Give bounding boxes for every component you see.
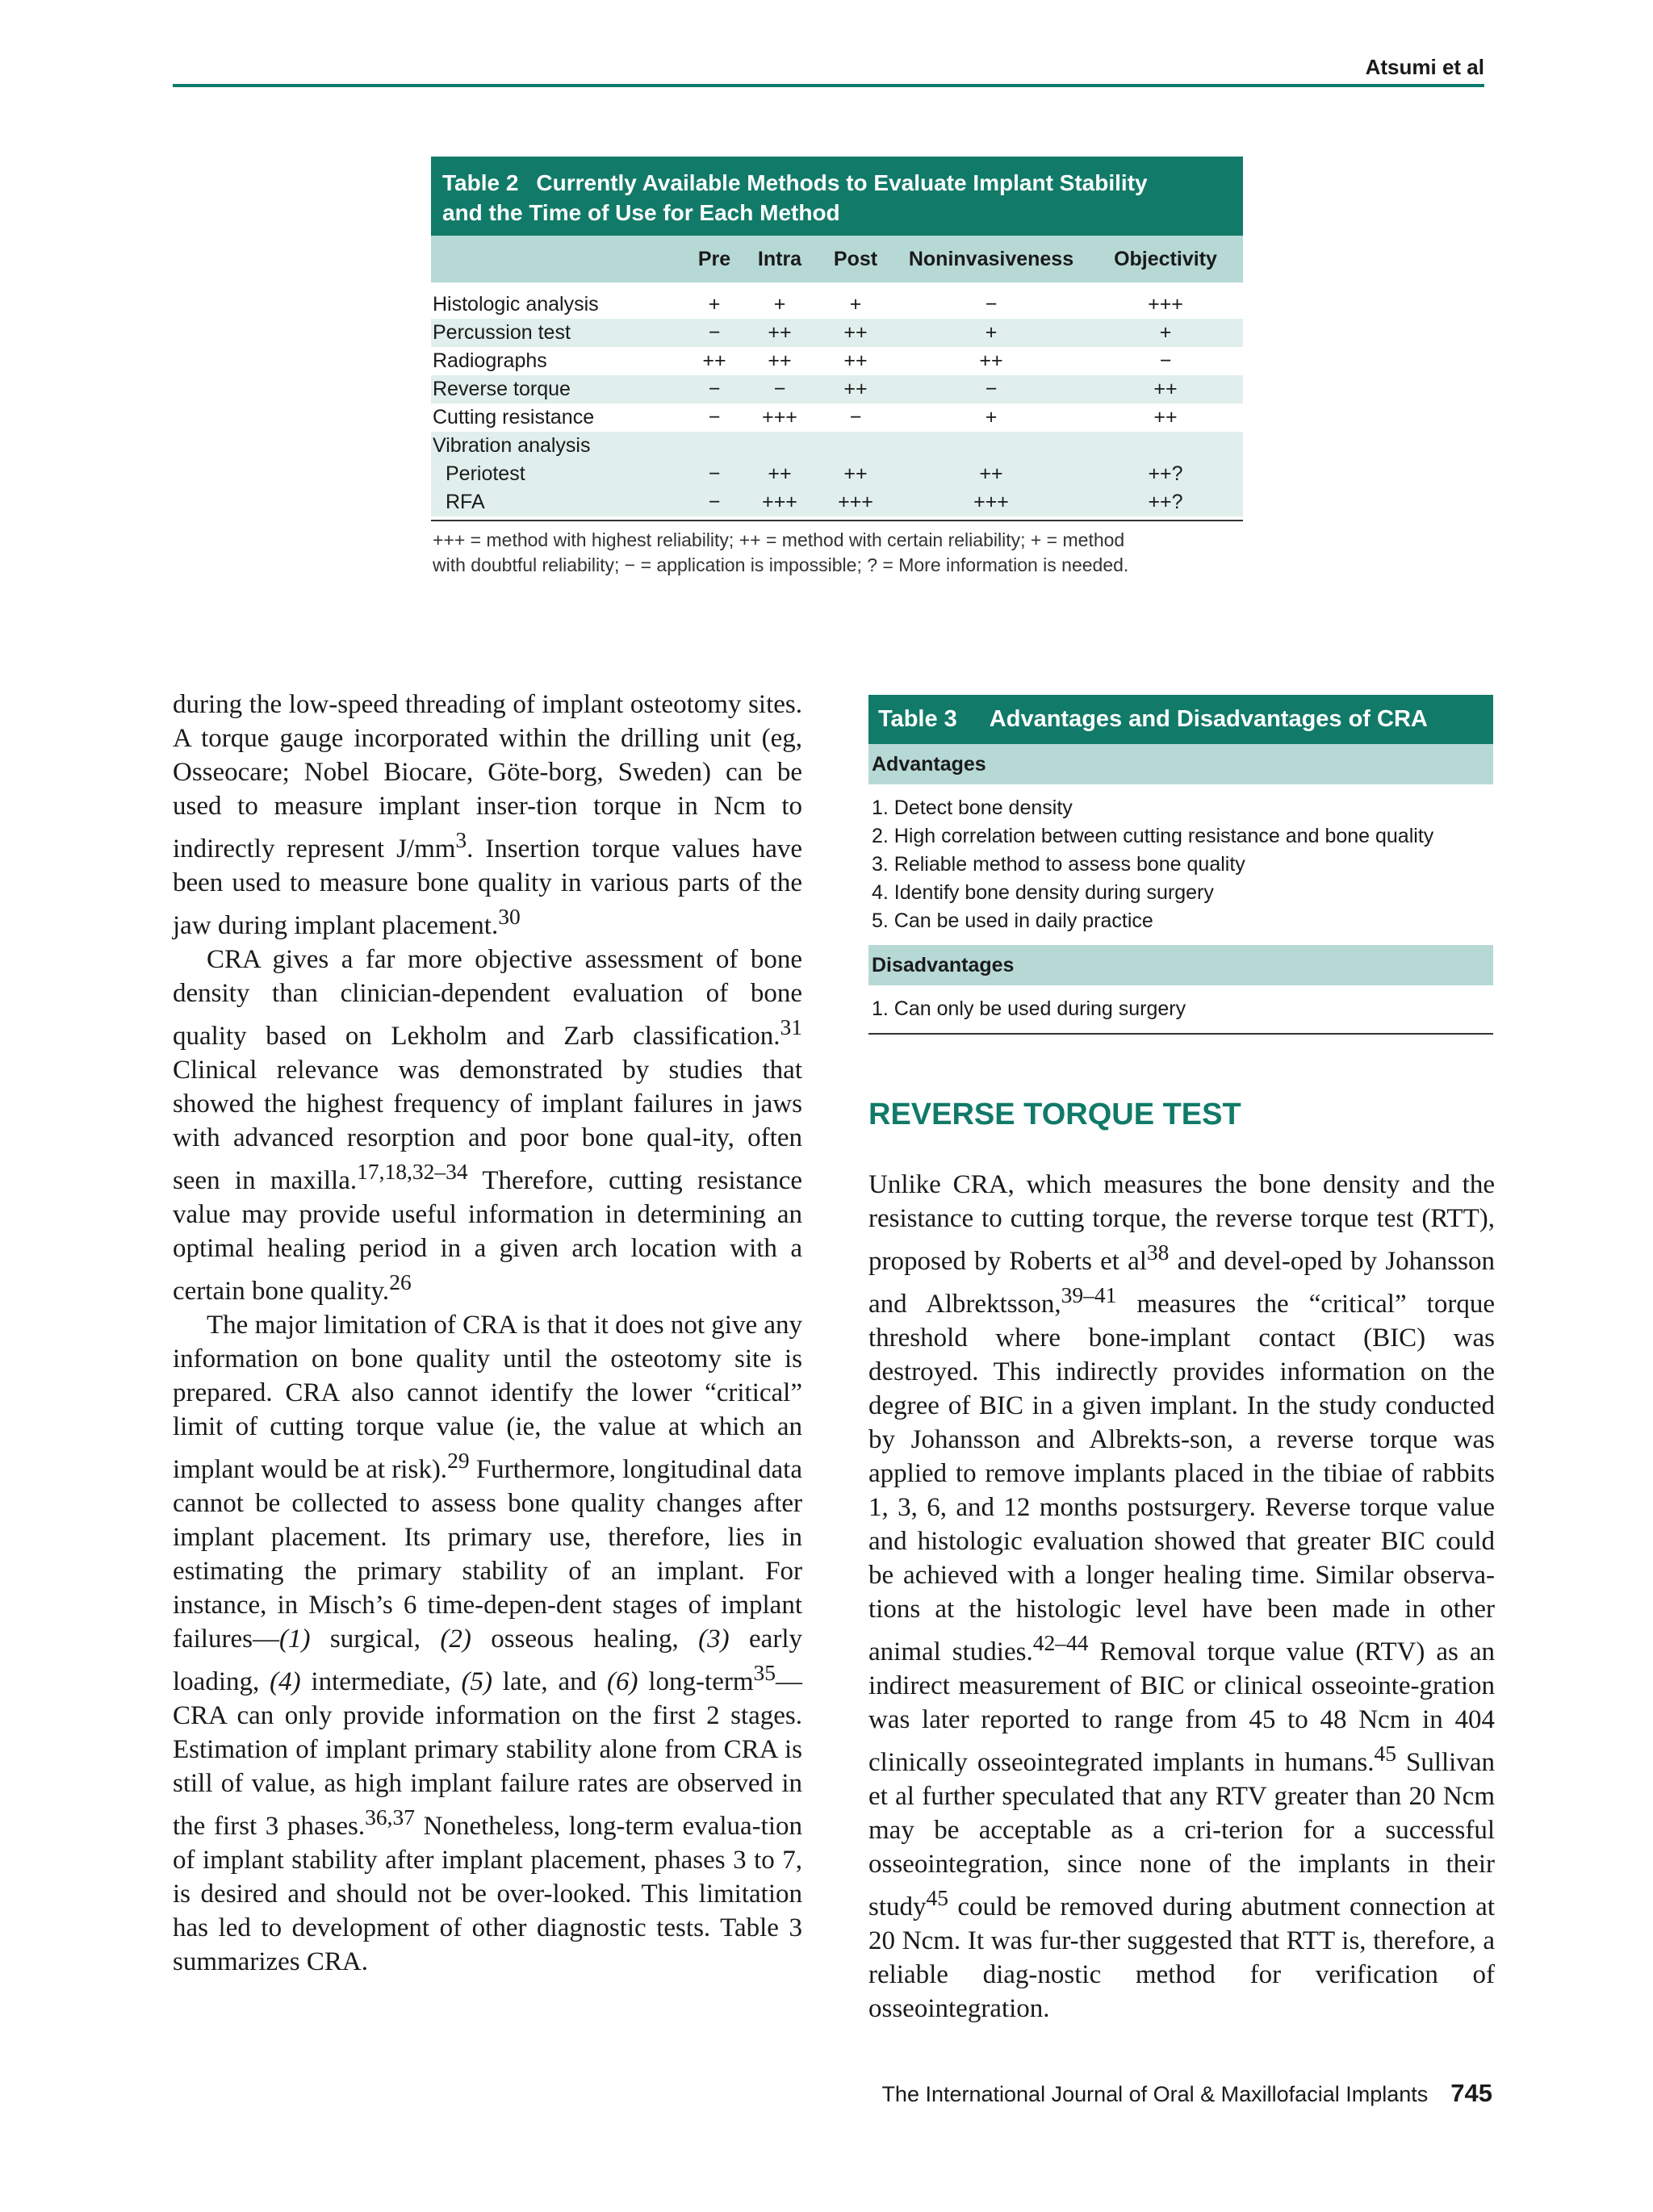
right-paragraph-1: Unlike CRA, which measures the bone density and the resistance to cutting torque, the reverse torque test (RTT), proposed by Roberts et $al^{38}$ and devel-oped by Johansson and Albrektsson,$^{39-41}$ measures the “critical” torque threshold where bone-implant contact (BIC) was destroyed. This indirectly provides information on the degree of BIC in a given implant. In the study conducted by Johansson and Albrekts-son, a reverse torque was applied to remove implants placed in the tibiae of rabbits 1, 3, 6, and 12 months postsurgery. Reverse torque value and histologic evaluation showed that greater BIC could be achieved with a longer healing time. Similar observa-tions at the histologic level have been made in other animal studies.$^{42-44}$ Removal torque value (RTV) as an indirect measurement of BIC or clinical osseointe-gration was later reported to range from 45 to 48 Ncm in 404 clinically osseointegrated implants in humans.$^{45}$ Sullivan et al further speculated that any RTV greater than 20 Ncm may be acceptable as a cri-terion for a successful osseointegration, since none of the implants in their study$^{45}$ could be removed during abutment connection at 20 Ncm. It was fur-ther suggested that RTT is, therefore, a reliable diag-nostic method for verification of osseointegration. [868, 1170, 1495, 2023]
cell-noninvasiveness: + [985, 406, 998, 429]
right-column [868, 1168, 1495, 2026]
cell-intra: + [773, 293, 786, 316]
table-2-number: Table 2 [442, 170, 519, 195]
cell-noninvasiveness: ++ [979, 349, 1003, 372]
advantage-item: 5. Can be used in daily practice [872, 909, 1153, 932]
row-label: Cutting resistance [433, 406, 595, 429]
cell-intra: ++ [768, 462, 792, 485]
disadvantages-heading: Disadvantages [868, 945, 1493, 985]
cell-post: ++ [843, 462, 868, 485]
table-row [431, 319, 1243, 347]
advantages-heading: Advantages [868, 744, 1493, 784]
cell-pre: − [708, 321, 721, 344]
col-header-pre: Pre [697, 247, 731, 270]
cell-objectivity: ++ [1153, 378, 1178, 400]
cell-post: ++ [843, 321, 868, 344]
cell-noninvasiveness: + [985, 321, 998, 344]
cell-intra: +++ [762, 406, 797, 429]
cell-pre: − [708, 378, 721, 400]
cell-post: − [849, 406, 862, 429]
cell-pre: + [708, 293, 721, 316]
table-2-title-line2: and the Time of Use for Each Method [442, 200, 840, 225]
cell-post: ++ [843, 349, 868, 372]
row-label: Percussion test [433, 321, 571, 344]
cell-post: +++ [838, 491, 873, 513]
cell-post: ++ [843, 378, 868, 400]
journal-name: The International Journal of Oral & Maxillofacial Implants [881, 2082, 1429, 2106]
table-2-footnote-line1: +++ = method with highest reliability; ++ = method with certain reliability; + = method [433, 529, 1125, 550]
table-2-title-line1: Currently Available Methods to Evaluate Implant Stability [536, 170, 1148, 195]
cell-noninvasiveness: − [985, 293, 998, 316]
table-3-bottom-rule [868, 1033, 1493, 1035]
cell-intra: − [773, 378, 786, 400]
cell-noninvasiveness: − [985, 378, 998, 400]
cell-pre: − [708, 462, 721, 485]
table-row [431, 347, 1243, 375]
row-label: RFA [446, 491, 485, 513]
table-3-number: Table 3 [878, 706, 957, 732]
advantage-item: 1. Detect bone density [872, 797, 1073, 819]
table-2-body [431, 291, 1243, 516]
cell-noninvasiveness: ++ [979, 462, 1003, 485]
table-3-title [868, 695, 1493, 744]
col-header-intra: Intra [757, 247, 802, 270]
col-header-objectivity: Objectivity [1114, 247, 1217, 270]
table-2-header-row [431, 236, 1243, 282]
row-label: Periotest [446, 462, 525, 485]
row-label: Reverse torque [433, 378, 571, 400]
row-label: Radiographs [433, 349, 547, 372]
disadvantage-item: 1. Can only be used during surgery [872, 997, 1186, 1020]
cell-objectivity: − [1159, 349, 1172, 372]
table-2 [431, 157, 1243, 578]
page-footer [807, 2079, 1492, 2108]
cell-intra: ++ [768, 349, 792, 372]
header-rule [173, 84, 1484, 87]
table-row [431, 291, 1243, 319]
table-row [431, 404, 1243, 432]
cell-pre: − [708, 406, 721, 429]
cell-objectivity: ++ [1153, 406, 1178, 429]
cell-pre: − [708, 491, 721, 513]
table-row [431, 488, 1243, 516]
cell-objectivity: ++? [1148, 491, 1183, 513]
cell-intra: ++ [768, 321, 792, 344]
cell-intra: +++ [762, 491, 797, 513]
advantages-list [868, 784, 1493, 945]
cell-pre: ++ [702, 349, 726, 372]
table-2-footnote-line2: with doubtful reliability; − = application is impossible; ? = More information is needed. [433, 554, 1129, 575]
cell-post: + [849, 293, 862, 316]
table-2-bottom-rule [431, 520, 1243, 521]
left-paragraph-2: CRA gives a far more objective assessment of bone density than clinician-dependent evaluation of bone quality based on Lekholm and Zarb classification.$^{31}$ Clinical relevance was demonstrated by studies that showed the highest frequency of implant failures in jaws with advanced resorption and poor bone qual-ity, often seen in maxilla.$^{17,18,32-34}$ Therefore, cutting resistance value may provide useful information in determining an optimal healing period in a given arch location with a certain bone quality.$^{26}$ [173, 945, 802, 1306]
running-head: Atsumi et al [1365, 55, 1484, 79]
table-row [431, 375, 1243, 404]
left-column [173, 688, 802, 1979]
table-2-footnote [431, 528, 1243, 578]
table-3 [868, 695, 1493, 1035]
advantage-item: 3. Reliable method to assess bone quality [872, 853, 1245, 876]
table-row [431, 432, 1243, 460]
disadvantages-list [868, 985, 1493, 1033]
cell-objectivity: + [1159, 321, 1172, 344]
left-paragraph-1: during the low-speed threading of implant osteotomy sites. A torque gauge incorporated within the drilling unit (eg, Osseocare; Nobel Biocare, Göte-borg, Sweden) can be used to measure implant inser-tion torque in Ncm to indirectly represent $J/mm^3$. Insertion torque values have been used to measure bone quality in various parts of the jaw during implant placement.$^{30}$ [173, 690, 802, 940]
col-header-post: Post [833, 247, 878, 270]
advantage-item: 2. High correlation between cutting resistance and bone quality [872, 825, 1434, 847]
table-3-title-text: Advantages and Disadvantages of CRA [989, 706, 1428, 732]
left-paragraph-3: The major limitation of CRA is that it does not give any information on bone quality until the osteotomy site is prepared. CRA also cannot identify the lower “critical” limit of cutting torque value (ie, the value at which an implant would be at risk).$^{29}$ Furthermore, longitudinal data cannot be collected to assess bone quality changes after implant placement. Its primary use, therefore, lies in estimating the primary stability of an implant. For instance, in Misch’s 6 time-depen-dent stages of implant failures—(1) surgical, (2) osseous healing, (3) early loading, (4) intermediate, (5) late, and (6) long-term$^{35}$—CRA can only provide information on the first 2 stages. Estimation of implant primary stability alone from CRA is still of value, as high implant failure rates are observed in the first 3 phases.$^{36,37}$ Nonetheless, long-term evalua-tion of implant stability after implant placement, phases 3 to 7, is desired and should not be over-looked. This limitation has led to development of other diagnostic tests. Table 3 summarizes CRA. [173, 1311, 802, 1976]
advantage-item: 4. Identify bone density during surgery [872, 881, 1214, 904]
cell-objectivity: ++? [1148, 462, 1183, 485]
row-label: Histologic analysis [433, 293, 599, 316]
cell-noninvasiveness: +++ [973, 491, 1009, 513]
section-heading: REVERSE TORQUE TEST [868, 1098, 1241, 1131]
page-number: 745 [1450, 2079, 1492, 2107]
table-row [431, 460, 1243, 488]
row-label: Vibration analysis [433, 434, 591, 457]
table-2-title [431, 157, 1243, 236]
cell-objectivity: +++ [1148, 293, 1183, 316]
col-header-noninvasiveness: Noninvasiveness [908, 247, 1074, 270]
